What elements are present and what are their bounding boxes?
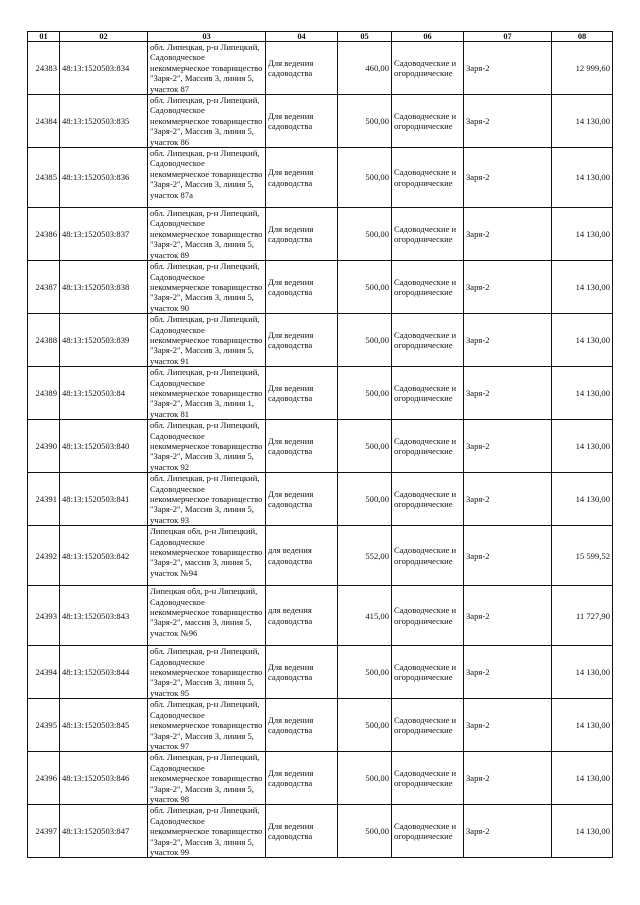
col-header-07: 07 <box>464 32 552 42</box>
col-header-04: 04 <box>266 32 338 42</box>
cell-number: 24387 <box>28 261 60 314</box>
cell-cadastral-number: 48:13:1520503:842 <box>60 526 148 586</box>
cell-permitted-use: Для ведения садоводства <box>266 148 338 208</box>
cell-area: 500,00 <box>338 95 392 148</box>
cell-address: обл. Липецкая, р-н Липецкий, Садоводческое некоммерческое товарищество "Заря-2", Массив 3, линия 5, участок 87а <box>148 148 266 208</box>
cell-permitted-use: Для ведения садоводства <box>266 473 338 526</box>
cell-address: обл. Липецкая, р-н Липецкий, Садоводческое некоммерческое товарищество "Заря-2", Массив 3, линия 5, участок 99 <box>148 805 266 858</box>
cell-cadastral-value: 12 999,60 <box>552 42 613 95</box>
cell-address: обл. Липецкая, р-н Липецкий, Садоводческое некоммерческое товарищество "Заря-2", Массив 3, линия 5, участок 87 <box>148 42 266 95</box>
cell-cadastral-number: 48:13:1520503:844 <box>60 646 148 699</box>
cell-cadastral-value: 14 130,00 <box>552 752 613 805</box>
cell-land-category: Садоводческие и огороднические <box>392 473 464 526</box>
cell-permitted-use: Для ведения садоводства <box>266 420 338 473</box>
cell-cadastral-number: 48:13:1520503:841 <box>60 473 148 526</box>
cell-number: 24383 <box>28 42 60 95</box>
cell-territory-name: Заря-2 <box>464 95 552 148</box>
cell-cadastral-number: 48:13:1520503:843 <box>60 586 148 646</box>
cell-land-category: Садоводческие и огороднические <box>392 95 464 148</box>
cell-land-category: Садоводческие и огороднические <box>392 314 464 367</box>
cell-land-category: Садоводческие и огороднические <box>392 646 464 699</box>
cell-cadastral-number: 48:13:1520503:838 <box>60 261 148 314</box>
cell-area: 500,00 <box>338 208 392 261</box>
col-header-05: 05 <box>338 32 392 42</box>
cell-number: 24386 <box>28 208 60 261</box>
cell-cadastral-value: 14 130,00 <box>552 699 613 752</box>
header-row <box>28 32 613 42</box>
cell-cadastral-value: 14 130,00 <box>552 95 613 148</box>
cell-area: 500,00 <box>338 314 392 367</box>
cell-cadastral-number: 48:13:1520503:847 <box>60 805 148 858</box>
table-row <box>28 367 613 420</box>
cell-cadastral-number: 48:13:1520503:840 <box>60 420 148 473</box>
cell-land-category: Садоводческие и огороднические <box>392 148 464 208</box>
cell-territory-name: Заря-2 <box>464 367 552 420</box>
cell-area: 500,00 <box>338 261 392 314</box>
cell-permitted-use: Для ведения садоводства <box>266 208 338 261</box>
cell-territory-name: Заря-2 <box>464 473 552 526</box>
cell-permitted-use: Для ведения садоводства <box>266 42 338 95</box>
cell-cadastral-number: 48:13:1520503:84 <box>60 367 148 420</box>
col-header-06: 06 <box>392 32 464 42</box>
table-row <box>28 526 613 586</box>
col-header-03: 03 <box>148 32 266 42</box>
cell-permitted-use: для ведения садоводства <box>266 526 338 586</box>
cell-cadastral-value: 14 130,00 <box>552 805 613 858</box>
cell-land-category: Садоводческие и огороднические <box>392 261 464 314</box>
cell-cadastral-number: 48:13:1520503:839 <box>60 314 148 367</box>
cell-cadastral-number: 48:13:1520503:837 <box>60 208 148 261</box>
cell-address: обл. Липецкая, р-н Липецкий, Садоводческое некоммерческое товарищество "Заря-2", Массив 3, линия 5, участок 97 <box>148 699 266 752</box>
cell-cadastral-number: 48:13:1520503:836 <box>60 148 148 208</box>
cell-cadastral-value: 14 130,00 <box>552 367 613 420</box>
cell-land-category: Садоводческие и огороднические <box>392 586 464 646</box>
col-header-08: 08 <box>552 32 613 42</box>
table-row <box>28 420 613 473</box>
cell-area: 500,00 <box>338 699 392 752</box>
cell-permitted-use: Для ведения садоводства <box>266 752 338 805</box>
cell-number: 24391 <box>28 473 60 526</box>
cell-territory-name: Заря-2 <box>464 314 552 367</box>
cell-permitted-use: Для ведения садоводства <box>266 367 338 420</box>
cell-cadastral-value: 14 130,00 <box>552 420 613 473</box>
table-row <box>28 314 613 367</box>
document-page <box>27 31 612 858</box>
cell-number: 24394 <box>28 646 60 699</box>
cell-number: 24395 <box>28 699 60 752</box>
cell-number: 24388 <box>28 314 60 367</box>
cell-cadastral-value: 14 130,00 <box>552 261 613 314</box>
cell-cadastral-value: 14 130,00 <box>552 473 613 526</box>
cell-area: 460,00 <box>338 42 392 95</box>
cell-cadastral-value: 14 130,00 <box>552 208 613 261</box>
cell-permitted-use: Для ведения садоводства <box>266 261 338 314</box>
cell-land-category: Садоводческие и огороднические <box>392 805 464 858</box>
cell-cadastral-number: 48:13:1520503:834 <box>60 42 148 95</box>
cell-address: обл. Липецкая, р-н Липецкий, Садоводческое некоммерческое товарищество "Заря-2", Массив 3, линия 5, участок 95 <box>148 646 266 699</box>
table-row <box>28 261 613 314</box>
cell-permitted-use: Для ведения садоводства <box>266 699 338 752</box>
table-row <box>28 752 613 805</box>
cell-address: Липецкая обл, р-н Липецкий, Садоводческое некоммерческое товарищество "Заря-2", массив 3, линия 5, участок №94 <box>148 526 266 586</box>
table-row <box>28 148 613 208</box>
cell-land-category: Садоводческие и огороднические <box>392 699 464 752</box>
cell-address: обл. Липецкая, р-н Липецкий, Садоводческое некоммерческое товарищество "Заря-2", Массив 3, линия 5, участок 93 <box>148 473 266 526</box>
cell-permitted-use: Для ведения садоводства <box>266 805 338 858</box>
cell-address: обл. Липецкая, р-н Липецкий, Садоводческое некоммерческое товарищество "Заря-2", Массив 3, линия 5, участок 86 <box>148 95 266 148</box>
cell-territory-name: Заря-2 <box>464 148 552 208</box>
cell-territory-name: Заря-2 <box>464 646 552 699</box>
table-row <box>28 42 613 95</box>
cell-land-category: Садоводческие и огороднические <box>392 367 464 420</box>
table-row <box>28 699 613 752</box>
cell-cadastral-number: 48:13:1520503:835 <box>60 95 148 148</box>
cell-address: обл. Липецкая, р-н Липецкий, Садоводческое некоммерческое товарищество "Заря-2", Массив 3, линия 5, участок 91 <box>148 314 266 367</box>
table-row <box>28 586 613 646</box>
cell-territory-name: Заря-2 <box>464 261 552 314</box>
cell-address: Липецкая обл, р-н Липецкий, Садоводческое некоммерческое товарищество "Заря-2", массив 3, линия 5, участок №96 <box>148 586 266 646</box>
table-row <box>28 208 613 261</box>
cell-number: 24397 <box>28 805 60 858</box>
col-header-01: 01 <box>28 32 60 42</box>
cell-area: 500,00 <box>338 473 392 526</box>
cell-number: 24396 <box>28 752 60 805</box>
cell-number: 24390 <box>28 420 60 473</box>
cell-area: 500,00 <box>338 420 392 473</box>
cell-number: 24385 <box>28 148 60 208</box>
cell-permitted-use: Для ведения садоводства <box>266 646 338 699</box>
cell-territory-name: Заря-2 <box>464 526 552 586</box>
cell-territory-name: Заря-2 <box>464 420 552 473</box>
cell-number: 24389 <box>28 367 60 420</box>
cell-number: 24384 <box>28 95 60 148</box>
cell-cadastral-value: 14 130,00 <box>552 314 613 367</box>
cell-cadastral-value: 14 130,00 <box>552 148 613 208</box>
cell-land-category: Садоводческие и огороднические <box>392 526 464 586</box>
cell-address: обл. Липецкая, р-н Липецкий, Садоводческое некоммерческое товарищество "Заря-2", Массив 3, линия 5, участок 89 <box>148 208 266 261</box>
cell-address: обл. Липецкая, р-н Липецкий, Садоводческое некоммерческое товарищество "Заря-2", Массив 3, линия 5, участок 98 <box>148 752 266 805</box>
cell-area: 500,00 <box>338 367 392 420</box>
cell-land-category: Садоводческие и огороднические <box>392 752 464 805</box>
cell-permitted-use: Для ведения садоводства <box>266 314 338 367</box>
cell-cadastral-value: 15 599,52 <box>552 526 613 586</box>
cell-area: 500,00 <box>338 805 392 858</box>
cell-territory-name: Заря-2 <box>464 805 552 858</box>
cell-address: обл. Липецкая, р-н Липецкий, Садоводческое некоммерческое товарищество "Заря-2", Массив 3, линия 5, участок 90 <box>148 261 266 314</box>
cell-permitted-use: для ведения садоводства <box>266 586 338 646</box>
cell-territory-name: Заря-2 <box>464 208 552 261</box>
cell-cadastral-number: 48:13:1520503:846 <box>60 752 148 805</box>
cell-area: 500,00 <box>338 752 392 805</box>
cell-territory-name: Заря-2 <box>464 752 552 805</box>
cell-land-category: Садоводческие и огороднические <box>392 420 464 473</box>
cell-territory-name: Заря-2 <box>464 699 552 752</box>
cell-area: 415,00 <box>338 586 392 646</box>
cell-permitted-use: Для ведения садоводства <box>266 95 338 148</box>
cell-area: 500,00 <box>338 646 392 699</box>
table-row <box>28 95 613 148</box>
cell-land-category: Садоводческие и огороднические <box>392 208 464 261</box>
table-row <box>28 805 613 858</box>
cell-land-category: Садоводческие и огороднические <box>392 42 464 95</box>
col-header-02: 02 <box>60 32 148 42</box>
cell-cadastral-value: 14 130,00 <box>552 646 613 699</box>
cell-address: обл. Липецкая, р-н Липецкий, Садоводческое некоммерческое товарищество "Заря-2", Массив 3, линия 5, участок 92 <box>148 420 266 473</box>
cell-cadastral-number: 48:13:1520503:845 <box>60 699 148 752</box>
cell-address: обл. Липецкая, р-н Липецкий, Садоводческое некоммерческое товарищество "Заря-2", Массив 3, линия 1, участок 81 <box>148 367 266 420</box>
cell-area: 552,00 <box>338 526 392 586</box>
cell-number: 24393 <box>28 586 60 646</box>
table-body <box>28 42 613 858</box>
land-plots-table <box>27 31 613 858</box>
cell-territory-name: Заря-2 <box>464 42 552 95</box>
cell-cadastral-value: 11 727,90 <box>552 586 613 646</box>
cell-number: 24392 <box>28 526 60 586</box>
table-row <box>28 646 613 699</box>
table-row <box>28 473 613 526</box>
cell-area: 500,00 <box>338 148 392 208</box>
cell-territory-name: Заря-2 <box>464 586 552 646</box>
